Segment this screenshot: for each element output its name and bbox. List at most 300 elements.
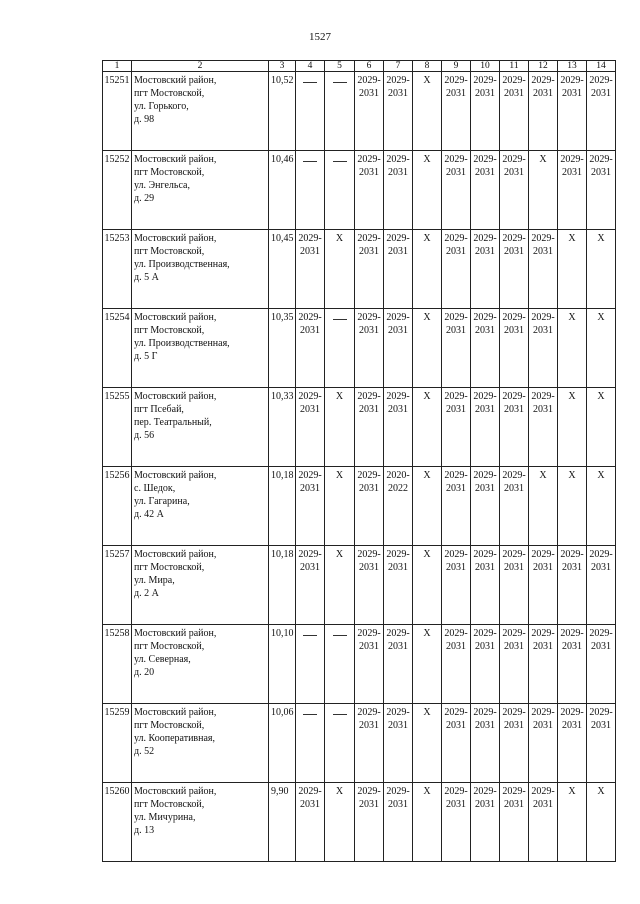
row-cell bbox=[296, 467, 325, 546]
period-end: 2031 bbox=[562, 562, 582, 573]
period-end: 2031 bbox=[359, 88, 379, 99]
row-cell bbox=[355, 309, 384, 388]
period-start: 2029- bbox=[589, 549, 613, 560]
period-start: 2029- bbox=[502, 628, 526, 639]
period-start: 2029- bbox=[473, 549, 497, 560]
row-cell bbox=[296, 388, 325, 467]
period-end: 2031 bbox=[504, 641, 524, 652]
period-start: 2029- bbox=[531, 549, 555, 560]
period-start: 2029- bbox=[386, 549, 410, 560]
row-cell bbox=[500, 704, 529, 783]
row-cell bbox=[442, 704, 471, 783]
row-cell bbox=[558, 546, 587, 625]
address-line: Мостовский район, bbox=[134, 470, 217, 481]
period-start: 2029- bbox=[502, 786, 526, 797]
row-address bbox=[132, 309, 269, 388]
row-area: 10,45 bbox=[269, 230, 296, 309]
period-end: 2031 bbox=[533, 246, 553, 257]
address-line: ул. Кооперативная, bbox=[134, 733, 216, 744]
row-area: 10,33 bbox=[269, 388, 296, 467]
row-area: 10,35 bbox=[269, 309, 296, 388]
period-end: 2031 bbox=[533, 720, 553, 731]
period-start: 2029- bbox=[298, 786, 322, 797]
period-end: 2031 bbox=[562, 641, 582, 652]
period-start: 2029- bbox=[444, 786, 468, 797]
period-start: 2029- bbox=[473, 707, 497, 718]
period-start: 2029- bbox=[357, 786, 381, 797]
address-line: Мостовский район, bbox=[134, 786, 217, 797]
period-end: 2031 bbox=[504, 325, 524, 336]
period-start: 2029- bbox=[502, 75, 526, 86]
period-start: 2029- bbox=[502, 549, 526, 560]
row-id: 15251 bbox=[103, 72, 132, 151]
period-start: 2029- bbox=[357, 233, 381, 244]
row-id: 15260 bbox=[103, 783, 132, 862]
row-cell bbox=[558, 72, 587, 151]
period-start: 2029- bbox=[298, 470, 322, 481]
row-cell bbox=[558, 704, 587, 783]
row-cell bbox=[500, 230, 529, 309]
period-end: 2031 bbox=[388, 88, 408, 99]
address-line: д. 98 bbox=[134, 114, 155, 125]
row-cell bbox=[384, 72, 413, 151]
row-cell bbox=[296, 151, 325, 230]
period-end: 2031 bbox=[359, 799, 379, 810]
row-cell bbox=[355, 783, 384, 862]
row-cell bbox=[442, 388, 471, 467]
row-cell bbox=[558, 151, 587, 230]
period-end: 2031 bbox=[533, 562, 553, 573]
row-cell bbox=[587, 546, 616, 625]
address-line: пгт Мостовской, bbox=[134, 325, 205, 336]
row-cell bbox=[587, 625, 616, 704]
period-end: 2031 bbox=[533, 325, 553, 336]
row-address bbox=[132, 72, 269, 151]
row-cell bbox=[587, 704, 616, 783]
period-end: 2031 bbox=[446, 88, 466, 99]
dash-mark bbox=[333, 82, 347, 83]
address-line: пгт Мостовской, bbox=[134, 799, 205, 810]
address-line: Мостовский район, bbox=[134, 707, 217, 718]
period-end: 2031 bbox=[300, 325, 320, 336]
address-line: д. 2 А bbox=[134, 588, 159, 599]
period-start: 2029- bbox=[357, 312, 381, 323]
row-cell bbox=[296, 625, 325, 704]
period-end: 2031 bbox=[533, 641, 553, 652]
period-start: 2029- bbox=[560, 628, 584, 639]
row-cell: X bbox=[413, 546, 442, 625]
period-start: 2029- bbox=[531, 75, 555, 86]
row-cell bbox=[325, 309, 355, 388]
period-start: 2029- bbox=[473, 233, 497, 244]
row-cell bbox=[500, 309, 529, 388]
row-cell bbox=[471, 625, 500, 704]
row-cell bbox=[587, 151, 616, 230]
period-end: 2031 bbox=[475, 562, 495, 573]
table-row bbox=[103, 467, 616, 546]
address-line: ул. Производственная, bbox=[134, 338, 230, 349]
row-cell bbox=[471, 704, 500, 783]
row-cell: X bbox=[325, 467, 355, 546]
period-start: 2029- bbox=[386, 628, 410, 639]
column-header: 1 bbox=[103, 61, 132, 72]
row-cell bbox=[471, 230, 500, 309]
row-cell: X bbox=[413, 72, 442, 151]
period-start: 2029- bbox=[502, 391, 526, 402]
row-cell bbox=[529, 230, 558, 309]
row-cell: X bbox=[325, 230, 355, 309]
row-cell bbox=[558, 625, 587, 704]
period-end: 2031 bbox=[446, 562, 466, 573]
period-start: 2029- bbox=[531, 233, 555, 244]
row-cell bbox=[442, 625, 471, 704]
period-start: 2029- bbox=[444, 233, 468, 244]
period-end: 2031 bbox=[475, 483, 495, 494]
period-start: 2029- bbox=[386, 786, 410, 797]
period-start: 2020- bbox=[386, 470, 410, 481]
address-line: Мостовский район, bbox=[134, 233, 217, 244]
column-header: 3 bbox=[269, 61, 296, 72]
housing-register-table bbox=[102, 60, 616, 862]
row-cell bbox=[442, 309, 471, 388]
row-cell bbox=[471, 783, 500, 862]
period-start: 2029- bbox=[502, 233, 526, 244]
period-end: 2031 bbox=[504, 404, 524, 415]
row-cell bbox=[355, 704, 384, 783]
column-header: 12 bbox=[529, 61, 558, 72]
period-start: 2029- bbox=[589, 707, 613, 718]
period-end: 2031 bbox=[300, 799, 320, 810]
column-header: 14 bbox=[587, 61, 616, 72]
address-line: Мостовский район, bbox=[134, 75, 217, 86]
address-line: ул. Производственная, bbox=[134, 259, 230, 270]
row-cell: X bbox=[413, 467, 442, 546]
dash-mark bbox=[303, 714, 317, 715]
period-end: 2031 bbox=[475, 88, 495, 99]
period-end: 2031 bbox=[591, 167, 611, 178]
row-cell bbox=[296, 230, 325, 309]
row-address bbox=[132, 388, 269, 467]
row-address bbox=[132, 546, 269, 625]
period-start: 2029- bbox=[531, 786, 555, 797]
column-header: 6 bbox=[355, 61, 384, 72]
row-id: 15259 bbox=[103, 704, 132, 783]
row-cell: X bbox=[325, 783, 355, 862]
page-number: 1527 bbox=[309, 31, 331, 43]
period-end: 2031 bbox=[300, 483, 320, 494]
period-end: 2022 bbox=[388, 483, 408, 494]
address-line: д. 13 bbox=[134, 825, 155, 836]
period-end: 2031 bbox=[388, 641, 408, 652]
period-end: 2031 bbox=[446, 325, 466, 336]
period-start: 2029- bbox=[357, 707, 381, 718]
period-start: 2029- bbox=[473, 628, 497, 639]
row-area: 10,06 bbox=[269, 704, 296, 783]
table-row bbox=[103, 546, 616, 625]
row-cell: X bbox=[587, 230, 616, 309]
period-start: 2029- bbox=[531, 707, 555, 718]
row-area: 9,90 bbox=[269, 783, 296, 862]
row-cell bbox=[529, 388, 558, 467]
row-cell bbox=[325, 625, 355, 704]
row-cell bbox=[384, 388, 413, 467]
row-cell: X bbox=[325, 546, 355, 625]
row-cell bbox=[529, 546, 558, 625]
row-cell: X bbox=[529, 467, 558, 546]
period-end: 2031 bbox=[359, 720, 379, 731]
row-cell: X bbox=[529, 151, 558, 230]
period-start: 2029- bbox=[357, 154, 381, 165]
row-cell bbox=[355, 546, 384, 625]
address-line: д. 5 А bbox=[134, 272, 159, 283]
row-cell: X bbox=[413, 388, 442, 467]
address-line: пгт Мостовской, bbox=[134, 641, 205, 652]
column-header: 11 bbox=[500, 61, 529, 72]
address-line: д. 52 bbox=[134, 746, 155, 757]
period-end: 2031 bbox=[504, 88, 524, 99]
row-id: 15257 bbox=[103, 546, 132, 625]
period-end: 2031 bbox=[504, 562, 524, 573]
period-start: 2029- bbox=[473, 312, 497, 323]
row-cell bbox=[500, 388, 529, 467]
period-end: 2031 bbox=[359, 167, 379, 178]
period-end: 2031 bbox=[591, 720, 611, 731]
period-start: 2029- bbox=[298, 391, 322, 402]
period-start: 2029- bbox=[589, 75, 613, 86]
address-line: д. 56 bbox=[134, 430, 155, 441]
row-cell bbox=[355, 72, 384, 151]
period-start: 2029- bbox=[357, 75, 381, 86]
row-cell bbox=[325, 704, 355, 783]
period-end: 2031 bbox=[359, 325, 379, 336]
row-address bbox=[132, 625, 269, 704]
period-start: 2029- bbox=[386, 233, 410, 244]
period-end: 2031 bbox=[475, 167, 495, 178]
address-line: ул. Северная, bbox=[134, 654, 191, 665]
period-end: 2031 bbox=[504, 167, 524, 178]
row-id: 15255 bbox=[103, 388, 132, 467]
row-area: 10,18 bbox=[269, 546, 296, 625]
row-cell bbox=[471, 467, 500, 546]
row-cell bbox=[325, 72, 355, 151]
period-end: 2031 bbox=[504, 799, 524, 810]
period-end: 2031 bbox=[359, 483, 379, 494]
column-header: 5 bbox=[325, 61, 355, 72]
period-start: 2029- bbox=[444, 154, 468, 165]
period-start: 2029- bbox=[298, 233, 322, 244]
period-start: 2029- bbox=[502, 312, 526, 323]
address-line: пгт Мостовской, bbox=[134, 246, 205, 257]
row-cell bbox=[500, 625, 529, 704]
period-end: 2031 bbox=[388, 562, 408, 573]
row-address bbox=[132, 704, 269, 783]
period-start: 2029- bbox=[560, 549, 584, 560]
period-end: 2031 bbox=[591, 641, 611, 652]
row-id: 15252 bbox=[103, 151, 132, 230]
address-line: пер. Театральный, bbox=[134, 417, 212, 428]
period-start: 2029- bbox=[298, 312, 322, 323]
table-row bbox=[103, 625, 616, 704]
row-cell bbox=[500, 546, 529, 625]
row-cell bbox=[442, 151, 471, 230]
row-address bbox=[132, 783, 269, 862]
period-start: 2029- bbox=[502, 470, 526, 481]
address-line: д. 5 Г bbox=[134, 351, 158, 362]
period-start: 2029- bbox=[531, 312, 555, 323]
row-cell bbox=[471, 72, 500, 151]
address-line: Мостовский район, bbox=[134, 154, 217, 165]
address-line: пгт Мостовской, bbox=[134, 720, 205, 731]
period-end: 2031 bbox=[300, 562, 320, 573]
address-line: д. 42 А bbox=[134, 509, 164, 520]
address-line: Мостовский район, bbox=[134, 391, 217, 402]
row-cell bbox=[529, 704, 558, 783]
period-start: 2029- bbox=[473, 786, 497, 797]
row-cell bbox=[587, 72, 616, 151]
dash-mark bbox=[303, 82, 317, 83]
column-header: 13 bbox=[558, 61, 587, 72]
row-id: 15253 bbox=[103, 230, 132, 309]
period-end: 2031 bbox=[359, 641, 379, 652]
period-end: 2031 bbox=[533, 799, 553, 810]
period-start: 2029- bbox=[386, 75, 410, 86]
column-header: 10 bbox=[471, 61, 500, 72]
row-cell bbox=[442, 783, 471, 862]
row-area: 10,52 bbox=[269, 72, 296, 151]
row-cell bbox=[296, 72, 325, 151]
period-end: 2031 bbox=[475, 404, 495, 415]
row-cell: X bbox=[413, 230, 442, 309]
row-cell: X bbox=[587, 309, 616, 388]
period-start: 2029- bbox=[502, 154, 526, 165]
period-end: 2031 bbox=[562, 720, 582, 731]
row-cell: X bbox=[558, 783, 587, 862]
period-end: 2031 bbox=[475, 325, 495, 336]
period-end: 2031 bbox=[446, 641, 466, 652]
address-line: ул. Горького, bbox=[134, 101, 189, 112]
row-cell bbox=[500, 72, 529, 151]
period-start: 2029- bbox=[444, 628, 468, 639]
row-cell bbox=[355, 467, 384, 546]
period-start: 2029- bbox=[444, 312, 468, 323]
address-line: ул. Мичурина, bbox=[134, 812, 196, 823]
row-cell: X bbox=[587, 388, 616, 467]
table-row bbox=[103, 151, 616, 230]
period-end: 2031 bbox=[359, 246, 379, 257]
dash-mark bbox=[333, 635, 347, 636]
period-start: 2029- bbox=[473, 154, 497, 165]
period-start: 2029- bbox=[357, 628, 381, 639]
period-end: 2031 bbox=[359, 404, 379, 415]
period-end: 2031 bbox=[504, 483, 524, 494]
period-end: 2031 bbox=[300, 246, 320, 257]
row-cell bbox=[529, 72, 558, 151]
row-cell: X bbox=[587, 467, 616, 546]
period-start: 2029- bbox=[502, 707, 526, 718]
period-end: 2031 bbox=[388, 167, 408, 178]
period-end: 2031 bbox=[446, 404, 466, 415]
address-line: Мостовский район, bbox=[134, 312, 217, 323]
row-cell bbox=[296, 546, 325, 625]
row-address bbox=[132, 151, 269, 230]
period-end: 2031 bbox=[446, 483, 466, 494]
row-cell bbox=[529, 783, 558, 862]
row-cell bbox=[296, 309, 325, 388]
table-row bbox=[103, 230, 616, 309]
period-start: 2029- bbox=[531, 391, 555, 402]
period-start: 2029- bbox=[386, 312, 410, 323]
row-cell bbox=[384, 625, 413, 704]
row-cell bbox=[384, 151, 413, 230]
address-line: ул. Мира, bbox=[134, 575, 175, 586]
dash-mark bbox=[333, 161, 347, 162]
period-start: 2029- bbox=[444, 470, 468, 481]
row-cell bbox=[500, 783, 529, 862]
period-start: 2029- bbox=[444, 549, 468, 560]
row-cell bbox=[442, 467, 471, 546]
column-header: 4 bbox=[296, 61, 325, 72]
period-end: 2031 bbox=[446, 799, 466, 810]
row-area: 10,18 bbox=[269, 467, 296, 546]
period-start: 2029- bbox=[386, 707, 410, 718]
table-row bbox=[103, 388, 616, 467]
period-end: 2031 bbox=[446, 167, 466, 178]
period-start: 2029- bbox=[560, 75, 584, 86]
address-line: д. 29 bbox=[134, 193, 155, 204]
period-end: 2031 bbox=[475, 799, 495, 810]
period-end: 2031 bbox=[446, 246, 466, 257]
row-cell: X bbox=[413, 151, 442, 230]
dash-mark bbox=[333, 714, 347, 715]
row-cell bbox=[471, 151, 500, 230]
period-start: 2029- bbox=[560, 154, 584, 165]
address-line: Мостовский район, bbox=[134, 549, 217, 560]
row-cell bbox=[296, 704, 325, 783]
period-end: 2031 bbox=[562, 167, 582, 178]
period-start: 2029- bbox=[357, 549, 381, 560]
period-start: 2029- bbox=[444, 75, 468, 86]
column-header: 8 bbox=[413, 61, 442, 72]
address-line: Мостовский район, bbox=[134, 628, 217, 639]
row-cell bbox=[384, 546, 413, 625]
period-end: 2031 bbox=[388, 720, 408, 731]
row-cell: X bbox=[325, 388, 355, 467]
table-row bbox=[103, 72, 616, 151]
address-line: ул. Гагарина, bbox=[134, 496, 190, 507]
period-end: 2031 bbox=[388, 246, 408, 257]
address-line: д. 20 bbox=[134, 667, 155, 678]
period-end: 2031 bbox=[591, 88, 611, 99]
row-id: 15256 bbox=[103, 467, 132, 546]
period-end: 2031 bbox=[504, 720, 524, 731]
period-start: 2029- bbox=[589, 628, 613, 639]
period-end: 2031 bbox=[533, 404, 553, 415]
period-start: 2029- bbox=[560, 707, 584, 718]
period-start: 2029- bbox=[386, 154, 410, 165]
row-cell: X bbox=[413, 783, 442, 862]
column-header: 9 bbox=[442, 61, 471, 72]
period-end: 2031 bbox=[504, 246, 524, 257]
row-area: 10,46 bbox=[269, 151, 296, 230]
row-cell bbox=[355, 230, 384, 309]
row-cell bbox=[471, 388, 500, 467]
period-end: 2031 bbox=[562, 88, 582, 99]
row-cell bbox=[384, 309, 413, 388]
period-end: 2031 bbox=[591, 562, 611, 573]
row-cell bbox=[471, 309, 500, 388]
column-header: 7 bbox=[384, 61, 413, 72]
row-cell bbox=[296, 783, 325, 862]
